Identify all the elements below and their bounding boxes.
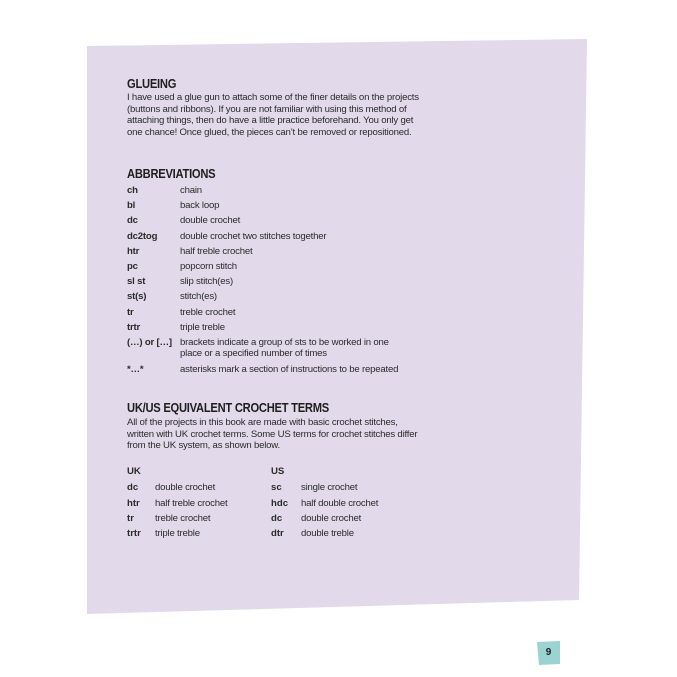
us-term: dtr — [271, 528, 284, 540]
us-terms-column — [271, 466, 378, 543]
abbreviation-row — [127, 185, 427, 196]
abbreviation-definition: stitch(es) — [180, 291, 217, 303]
uk-term: htr — [127, 497, 140, 509]
us-definition: single crochet — [301, 482, 358, 494]
abbreviation-term: *…* — [127, 363, 144, 375]
us-term: sc — [271, 482, 282, 494]
abbreviation-row — [127, 246, 427, 257]
equivalent-terms-heading: UK/US EQUIVALENT CROCHET TERMS — [127, 400, 330, 415]
abbreviation-term: trtr — [127, 321, 141, 333]
us-term-row — [271, 498, 378, 509]
abbreviation-row — [127, 200, 427, 211]
equivalent-terms-paragraph: All of the projects in this book are made with basic crochet stitches, written with UK crochet terms. Some US terms for crochet stitches differ from the UK system, as shown below. — [127, 417, 418, 452]
abbreviation-definition: brackets indicate a group of sts to be worked in one place or a specified number of times — [180, 337, 389, 360]
us-definition: half double crochet — [301, 497, 379, 509]
uk-term-row — [127, 528, 227, 539]
abbreviation-definition: double crochet — [180, 215, 241, 227]
abbreviation-term: ch — [127, 185, 138, 196]
abbreviation-definition: slip stitch(es) — [180, 276, 233, 288]
abbreviation-term: sl st — [127, 276, 146, 288]
abbreviation-row — [127, 364, 427, 375]
abbreviation-term: (…) or […] — [127, 337, 172, 349]
us-term: hdc — [271, 497, 289, 509]
abbreviation-term: st(s) — [127, 291, 147, 303]
uk-term-row — [127, 513, 227, 524]
glueing-paragraph: I have used a glue gun to attach some of the finer details on the projects (buttons and ribbons). If you are not familiar with using this method of attaching things, then do have a little practice beforehand. You only get one chance! Once glued, the pieces can’t be removed or repositioned. — [127, 92, 419, 138]
uk-term: tr — [127, 512, 134, 524]
uk-term: trtr — [127, 528, 141, 540]
abbreviation-definition: triple treble — [180, 321, 225, 333]
abbreviation-term: bl — [127, 200, 136, 212]
abbreviation-definition: asterisks mark a section of instructions to be repeated — [180, 363, 399, 375]
us-term-row — [271, 482, 378, 493]
abbreviation-definition: back loop — [180, 200, 220, 212]
page-number: 9 — [545, 647, 552, 658]
uk-term: dc — [127, 482, 139, 494]
abbreviation-term: dc2tog — [127, 230, 158, 242]
abbreviation-row — [127, 276, 427, 287]
abbreviation-row — [127, 215, 427, 226]
abbreviation-row — [127, 337, 427, 360]
us-column-heading: US — [271, 466, 285, 477]
abbreviation-term: pc — [127, 261, 138, 273]
abbreviation-row — [127, 291, 427, 302]
abbreviation-row — [127, 261, 427, 272]
uk-definition: half treble crochet — [155, 497, 228, 509]
abbreviations-list — [127, 185, 427, 379]
uk-definition: double crochet — [155, 482, 216, 494]
us-term: dc — [271, 512, 283, 524]
uk-definition: treble crochet — [155, 512, 211, 524]
uk-term-row — [127, 482, 227, 493]
abbreviation-row — [127, 231, 427, 242]
abbreviation-definition: popcorn stitch — [180, 261, 237, 273]
glueing-heading: GLUEING — [127, 76, 177, 91]
abbreviation-term: htr — [127, 245, 140, 257]
uk-column-heading: UK — [127, 466, 141, 477]
uk-terms-column — [127, 466, 227, 543]
abbreviation-row — [127, 322, 427, 333]
abbreviation-definition: double crochet two stitches together — [180, 230, 327, 242]
abbreviation-term: dc — [127, 215, 138, 227]
uk-definition: triple treble — [155, 528, 200, 540]
us-definition: double crochet — [301, 512, 362, 524]
us-definition: double treble — [301, 528, 354, 540]
uk-term-row — [127, 498, 227, 509]
abbreviations-heading: ABBREVIATIONS — [127, 166, 216, 181]
abbreviation-definition: half treble crochet — [180, 245, 253, 257]
abbreviation-definition: treble crochet — [180, 306, 236, 318]
abbreviation-definition: chain — [180, 185, 202, 196]
us-term-row — [271, 513, 378, 524]
abbreviation-row — [127, 307, 427, 318]
us-term-row — [271, 528, 378, 539]
abbreviation-term: tr — [127, 306, 134, 318]
